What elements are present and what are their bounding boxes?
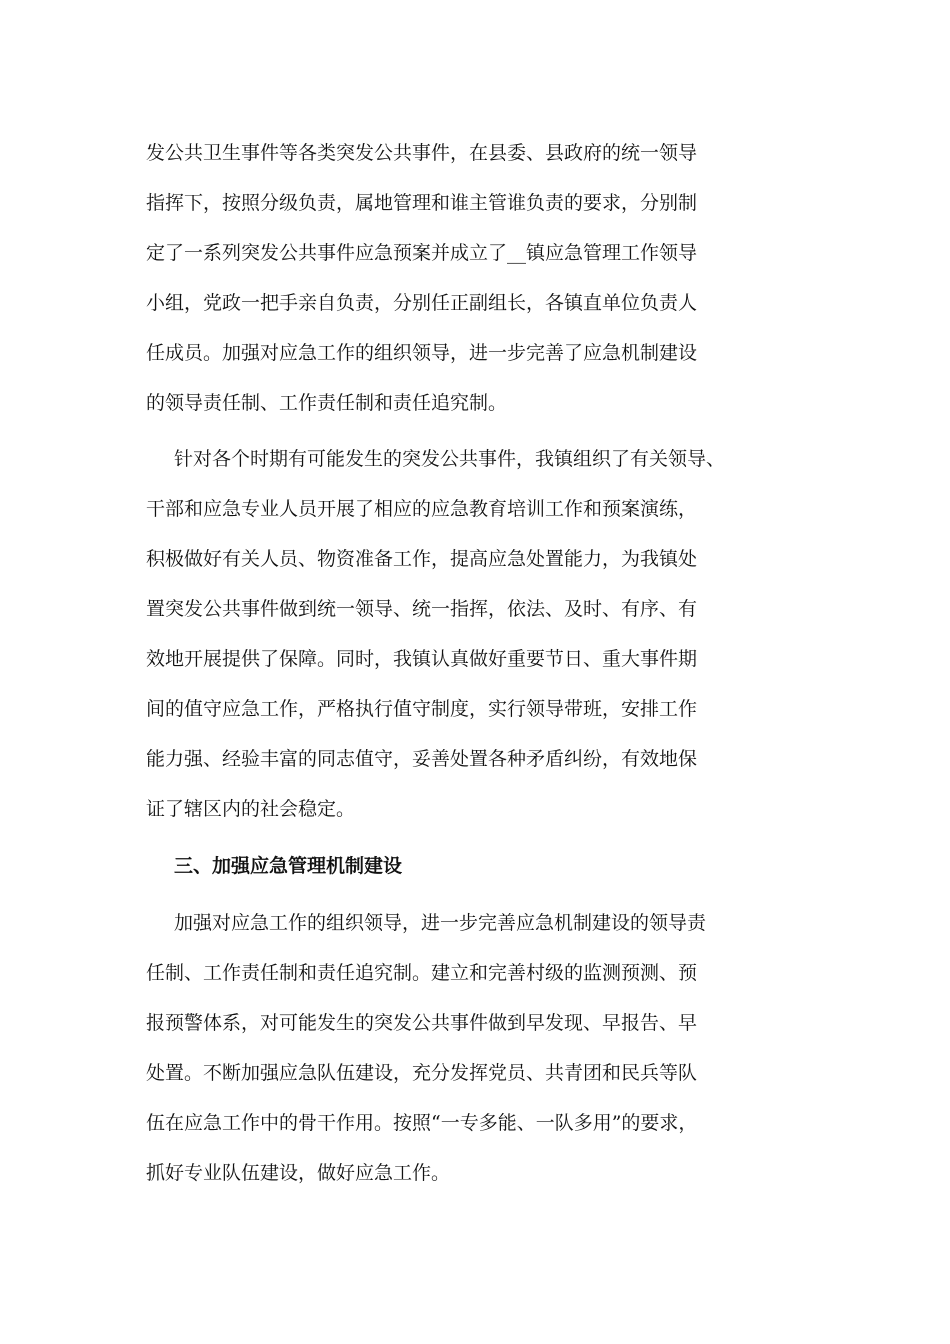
paragraph-2-line-5: 效地开展提供了保障。同时，我镇认真做好重要节日、重大事件期 — [146, 648, 698, 670]
paragraph-1-line-3: 定了一系列突发公共事件应急预案并成立了__镇应急管理工作领导 — [146, 242, 698, 264]
paragraph-2-line-7: 能力强、经验丰富的同志值守，妥善处置各种矛盾纠纷，有效地保 — [146, 748, 698, 770]
paragraph-1-line-4: 小组，党政一把手亲自负责，分别任正副组长，各镇直单位负责人 — [146, 292, 698, 314]
paragraph-1-line-6: 的领导责任制、工作责任制和责任追究制。 — [146, 392, 508, 414]
paragraph-1-line-5: 任成员。加强对应急工作的组织领导，进一步完善了应急机制建设 — [146, 342, 698, 364]
paragraph-2-line-6: 间的值守应急工作，严格执行值守制度，实行领导带班，安排工作 — [146, 698, 698, 720]
paragraph-2-line-3: 积极做好有关人员、物资准备工作，提高应急处置能力，为我镇处 — [146, 548, 698, 570]
paragraph-2-line-4: 置突发公共事件做到统一领导、统一指挥，依法、及时、有序、有 — [146, 598, 698, 620]
paragraph-2-line-1: 针对各个时期有可能发生的突发公共事件，我镇组织了有关领导、 — [174, 448, 726, 470]
paragraph-3-line-3: 报预警体系，对可能发生的突发公共事件做到早发现、早报告、早 — [146, 1012, 698, 1034]
paragraph-3-line-6: 抓好专业队伍建设，做好应急工作。 — [146, 1162, 451, 1184]
paragraph-1-line-2: 指挥下，按照分级负责，属地管理和谁主管谁负责的要求，分别制 — [146, 192, 698, 214]
paragraph-3-line-5: 伍在应急工作中的骨干作用。按照“一专多能、一队多用”的要求， — [146, 1112, 698, 1134]
paragraph-1-line-1: 发公共卫生事件等各类突发公共事件，在县委、县政府的统一领导 — [146, 142, 698, 164]
paragraph-2-line-8: 证了辖区内的社会稳定。 — [146, 798, 356, 820]
section-heading: 三、加强应急管理机制建设 — [174, 855, 403, 877]
paragraph-3-line-1: 加强对应急工作的组织领导，进一步完善应急机制建设的领导责 — [174, 912, 707, 934]
paragraph-2-line-2: 干部和应急专业人员开展了相应的应急教育培训工作和预案演练， — [146, 498, 698, 520]
paragraph-3-line-2: 任制、工作责任制和责任追究制。建立和完善村级的监测预测、预 — [146, 962, 698, 984]
paragraph-3-line-4: 处置。不断加强应急队伍建设，充分发挥党员、共青团和民兵等队 — [146, 1062, 698, 1084]
